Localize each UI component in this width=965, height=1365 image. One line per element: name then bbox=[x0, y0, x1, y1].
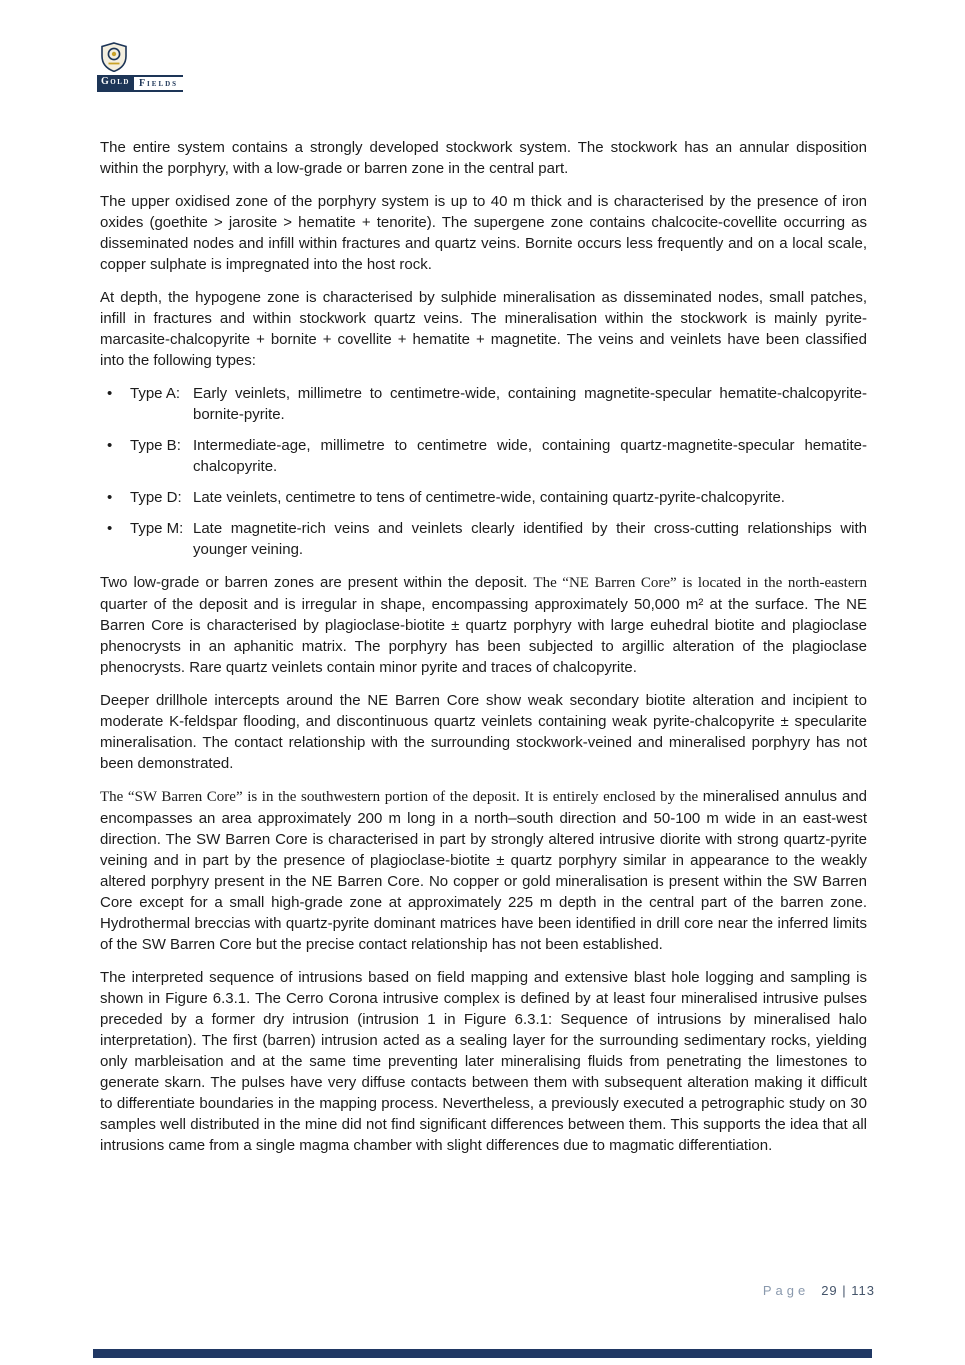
text-segment: Deeper drillhole intercepts around the NE Barren Core show weak secondary biotite alteration and incipient to moderate K-feldspar flooding, and discontinuous quartz veinlets containing weak pyrite-chalcopyrite ± specularite mineralisation. The contact relationship with the surrounding stockwork-veined and mineralised porphyry has not been demonstrated. bbox=[100, 692, 867, 772]
list-item-label: Type M: bbox=[130, 520, 184, 537]
gold-fields-wordmark bbox=[97, 75, 183, 92]
text-segment: The entire system contains a strongly developed stockwork system. The stockwork has an annular disposition within the porphyry, with a low-grade or barren zone in the central part. bbox=[100, 139, 867, 177]
paragraph bbox=[100, 137, 867, 179]
document-body bbox=[100, 137, 867, 1168]
list-item-label: Type A: bbox=[130, 385, 181, 402]
logo-gold-label: Gold bbox=[97, 75, 134, 92]
text-segment: quarter of the deposit and is irregular in shape, encompassing approximately 50,000 m² at the surface. The NE Barren Core is characterised by plagioclase-biotite ± quartz porphyry with large euhedral biotite and plagioclase phenocrysts in an aphanitic matrix. The porphyry has been subjected to argillic alteration of the plagioclase phenocrysts. Rare quartz veinlets contain minor pyrite and traces of chalcopyrite. bbox=[100, 596, 867, 676]
footer-page-number: 29 | 113 bbox=[821, 1283, 875, 1298]
serif-text-segment: The “SW Barren Core” is in the southwestern portion of the deposit. It is entirely enclosed by the bbox=[100, 789, 703, 805]
bullet-icon: • bbox=[107, 489, 113, 506]
list-item-text: Late veinlets, centimetre to tens of centimetre-wide, containing quartz-pyrite-chalcopyrite. bbox=[193, 489, 785, 506]
paragraph bbox=[100, 967, 867, 1156]
list-item bbox=[100, 518, 867, 560]
text-segment: At depth, the hypogene zone is characterised by sulphide mineralisation as disseminated nodes, small patches, infill in fractures and within stockwork quartz veins. The mineralisation within the stockwork is mainly pyrite-marcasite-chalcopyrite + bornite + covellite + hematite + magnetite. The veins and veinlets have been classified into the following types: bbox=[100, 289, 867, 369]
paragraph bbox=[100, 690, 867, 774]
serif-text-segment: The “NE Barren Core” is located in the north-eastern bbox=[533, 575, 867, 591]
list-item-text: Late magnetite-rich veins and veinlets clearly identified by their cross-cutting relationships with younger veining. bbox=[193, 520, 867, 558]
text-segment: The upper oxidised zone of the porphyry system is up to 40 m thick and is characterised by the presence of iron oxides (goethite > jarosite > hematite + tenorite). The supergene zone contains chalcocite-covellite occurring as disseminated nodes and infill within fractures and quartz veins. Bornite occurs less frequently and on a local scale, copper sulphate is impregnated into the host rock. bbox=[100, 193, 867, 273]
bullet-icon: • bbox=[107, 385, 113, 402]
bullet-icon: • bbox=[107, 437, 113, 454]
page-footer bbox=[763, 1283, 875, 1298]
text-segment: The interpreted sequence of intrusions based on field mapping and extensive blast hole logging and sampling is shown in Figure 6.3.1. The Cerro Corona intrusive complex is defined by at least four mineralised intrusive pulses preceded by a former dry intrusion (intrusion 1 in Figure 6.3.1: Sequence of intrusions by mineralised halo interpretation). The first (barren) intrusion acted as a sealing layer for the surrounding sedimentary rocks, yielding only marbleisation and at the same time preventing later mineralising fluids from penetrating the limestones to generate skarn. The pulses have very diffuse contacts between them with subsequent alteration making it difficult to differentiate boundaries in the mapping process. Nevertheless, a previously executed a petrographic study on 30 samples well distributed in the mine did not find significant differences between them. This supports the idea that all intrusions came from a single magma chamber with slight differences due to magmatic differentiation. bbox=[100, 969, 867, 1154]
page-header bbox=[97, 42, 183, 92]
paragraph bbox=[100, 786, 867, 955]
paragraph bbox=[100, 572, 867, 678]
gold-fields-shield-icon bbox=[101, 42, 127, 72]
footer-page-label: Page bbox=[762, 1283, 810, 1298]
text-segment: mineralised annulus and encompasses an area approximately 200 m long in a north–south direction and 50-100 m wide in an east-west direction. The SW Barren Core is characterised in part by strongly altered intrusive diorite with strong quartz-pyrite veining and in part by the presence of plagioclase-biotite ± quartz porphyry similar in appearance to the weakly altered porphyry present in the NE Barren Core. No copper or gold mineralisation is present within the SW Barren Core except for a small high-grade zone at approximately 225 m depth in the central part of the barren zone. Hydrothermal breccias with quartz-pyrite dominant matrices have been identified in drill core near the inferred limits of the SW Barren Core but the precise contact relationship has not been established. bbox=[100, 788, 867, 953]
list-item-text: Early veinlets, millimetre to centimetre-wide, containing magnetite-specular hematite-chalcopyrite-bornite-pyrite. bbox=[193, 385, 867, 423]
bottom-accent-bar bbox=[93, 1349, 872, 1358]
list-item-label: Type D: bbox=[130, 489, 182, 506]
paragraph bbox=[100, 287, 867, 371]
bullet-icon: • bbox=[107, 520, 113, 537]
list-item bbox=[100, 435, 867, 477]
paragraph bbox=[100, 191, 867, 275]
list-item bbox=[100, 383, 867, 425]
list-item-text: Intermediate-age, millimetre to centimetre wide, containing quartz-magnetite-specular hematite-chalcopyrite. bbox=[193, 437, 867, 475]
text-segment: Two low-grade or barren zones are present within the deposit. bbox=[100, 574, 534, 591]
logo-fields-label: Fields bbox=[134, 75, 183, 92]
list-item-label: Type B: bbox=[130, 437, 181, 454]
vein-type-list bbox=[100, 383, 867, 560]
list-item bbox=[100, 487, 867, 508]
